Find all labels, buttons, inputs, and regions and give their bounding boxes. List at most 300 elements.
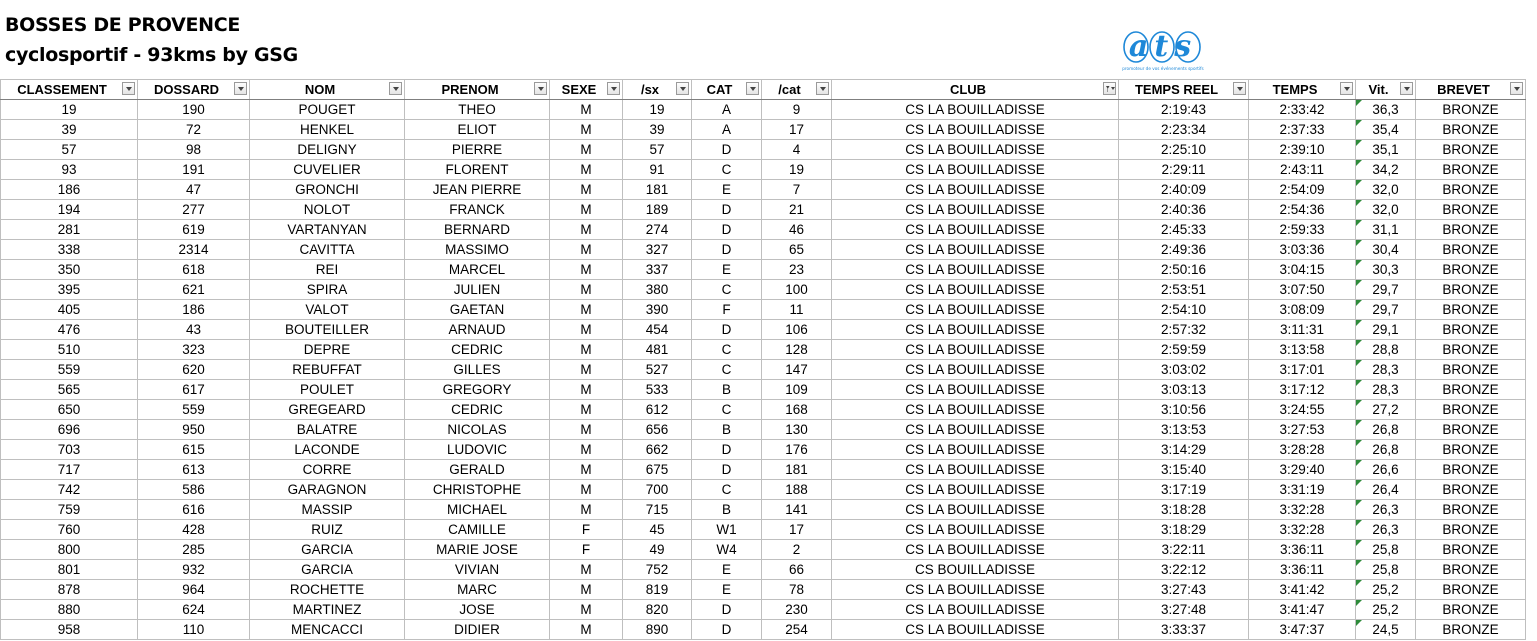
cell-cat[interactable]: D <box>692 620 762 640</box>
cell-sx[interactable]: 91 <box>623 160 692 180</box>
cell-sexe[interactable]: M <box>550 440 623 460</box>
cell-classement[interactable]: 703 <box>1 440 138 460</box>
cell-vit[interactable]: 27,2 <box>1356 400 1416 420</box>
cell-dossard[interactable]: 620 <box>138 360 250 380</box>
cell-temps[interactable]: 3:36:11 <box>1249 560 1356 580</box>
cell-temps[interactable]: 3:13:58 <box>1249 340 1356 360</box>
cell-temps_reel[interactable]: 3:22:11 <box>1119 540 1249 560</box>
cell-cat[interactable]: E <box>692 560 762 580</box>
cell-classement[interactable]: 759 <box>1 500 138 520</box>
cell-temps[interactable]: 3:47:37 <box>1249 620 1356 640</box>
cell-brevet[interactable]: BRONZE <box>1416 260 1526 280</box>
cell-club[interactable]: CS LA BOUILLADISSE <box>832 100 1119 120</box>
cell-dossard[interactable]: 617 <box>138 380 250 400</box>
cell-pcat[interactable]: 9 <box>762 100 832 120</box>
cell-club[interactable]: CS LA BOUILLADISSE <box>832 160 1119 180</box>
cell-prenom[interactable]: ARNAUD <box>405 320 550 340</box>
cell-classement[interactable]: 281 <box>1 220 138 240</box>
cell-club[interactable]: CS LA BOUILLADISSE <box>832 620 1119 640</box>
cell-club[interactable]: CS LA BOUILLADISSE <box>832 520 1119 540</box>
cell-prenom[interactable]: GERALD <box>405 460 550 480</box>
cell-dossard[interactable]: 43 <box>138 320 250 340</box>
cell-pcat[interactable]: 147 <box>762 360 832 380</box>
cell-temps[interactable]: 3:31:19 <box>1249 480 1356 500</box>
cell-classement[interactable]: 194 <box>1 200 138 220</box>
cell-pcat[interactable]: 130 <box>762 420 832 440</box>
cell-sexe[interactable]: M <box>550 140 623 160</box>
cell-sexe[interactable]: F <box>550 520 623 540</box>
cell-club[interactable]: CS LA BOUILLADISSE <box>832 140 1119 160</box>
cell-vit[interactable]: 35,1 <box>1356 140 1416 160</box>
cell-classement[interactable]: 801 <box>1 560 138 580</box>
cell-nom[interactable]: REBUFFAT <box>250 360 405 380</box>
cell-cat[interactable]: C <box>692 360 762 380</box>
cell-nom[interactable]: VARTANYAN <box>250 220 405 240</box>
cell-temps_reel[interactable]: 3:10:56 <box>1119 400 1249 420</box>
cell-brevet[interactable]: BRONZE <box>1416 180 1526 200</box>
cell-temps_reel[interactable]: 2:57:32 <box>1119 320 1249 340</box>
cell-dossard[interactable]: 2314 <box>138 240 250 260</box>
cell-pcat[interactable]: 106 <box>762 320 832 340</box>
cell-prenom[interactable]: BERNARD <box>405 220 550 240</box>
cell-sexe[interactable]: M <box>550 560 623 580</box>
cell-cat[interactable]: D <box>692 220 762 240</box>
cell-sexe[interactable]: M <box>550 320 623 340</box>
cell-classement[interactable]: 93 <box>1 160 138 180</box>
cell-vit[interactable]: 32,0 <box>1356 200 1416 220</box>
cell-prenom[interactable]: CEDRIC <box>405 400 550 420</box>
cell-temps_reel[interactable]: 2:25:10 <box>1119 140 1249 160</box>
cell-vit[interactable]: 28,3 <box>1356 380 1416 400</box>
cell-sx[interactable]: 274 <box>623 220 692 240</box>
cell-brevet[interactable]: BRONZE <box>1416 300 1526 320</box>
filter-dropdown-icon[interactable] <box>676 82 689 95</box>
cell-temps[interactable]: 3:17:12 <box>1249 380 1356 400</box>
cell-vit[interactable]: 26,8 <box>1356 440 1416 460</box>
cell-pcat[interactable]: 2 <box>762 540 832 560</box>
cell-sexe[interactable]: M <box>550 220 623 240</box>
cell-club[interactable]: CS LA BOUILLADISSE <box>832 420 1119 440</box>
cell-club[interactable]: CS LA BOUILLADISSE <box>832 220 1119 240</box>
cell-dossard[interactable]: 619 <box>138 220 250 240</box>
cell-brevet[interactable]: BRONZE <box>1416 580 1526 600</box>
cell-classement[interactable]: 565 <box>1 380 138 400</box>
cell-brevet[interactable]: BRONZE <box>1416 600 1526 620</box>
cell-classement[interactable]: 476 <box>1 320 138 340</box>
cell-prenom[interactable]: MARCEL <box>405 260 550 280</box>
cell-temps[interactable]: 3:08:09 <box>1249 300 1356 320</box>
cell-pcat[interactable]: 19 <box>762 160 832 180</box>
cell-dossard[interactable]: 618 <box>138 260 250 280</box>
cell-sx[interactable]: 39 <box>623 120 692 140</box>
cell-prenom[interactable]: PIERRE <box>405 140 550 160</box>
cell-classement[interactable]: 760 <box>1 520 138 540</box>
cell-brevet[interactable]: BRONZE <box>1416 280 1526 300</box>
cell-sx[interactable]: 656 <box>623 420 692 440</box>
cell-temps[interactable]: 3:29:40 <box>1249 460 1356 480</box>
cell-brevet[interactable]: BRONZE <box>1416 220 1526 240</box>
cell-sx[interactable]: 327 <box>623 240 692 260</box>
cell-club[interactable]: CS LA BOUILLADISSE <box>832 500 1119 520</box>
cell-dossard[interactable]: 190 <box>138 100 250 120</box>
cell-vit[interactable]: 29,1 <box>1356 320 1416 340</box>
cell-cat[interactable]: D <box>692 600 762 620</box>
cell-dossard[interactable]: 615 <box>138 440 250 460</box>
cell-dossard[interactable]: 47 <box>138 180 250 200</box>
cell-club[interactable]: CS LA BOUILLADISSE <box>832 600 1119 620</box>
cell-club[interactable]: CS LA BOUILLADISSE <box>832 200 1119 220</box>
filter-dropdown-icon[interactable] <box>389 82 402 95</box>
cell-pcat[interactable]: 21 <box>762 200 832 220</box>
cell-brevet[interactable]: BRONZE <box>1416 480 1526 500</box>
cell-sx[interactable]: 19 <box>623 100 692 120</box>
cell-club[interactable]: CS LA BOUILLADISSE <box>832 460 1119 480</box>
cell-prenom[interactable]: MICHAEL <box>405 500 550 520</box>
cell-temps[interactable]: 3:27:53 <box>1249 420 1356 440</box>
cell-brevet[interactable]: BRONZE <box>1416 340 1526 360</box>
cell-sx[interactable]: 57 <box>623 140 692 160</box>
cell-temps[interactable]: 3:04:15 <box>1249 260 1356 280</box>
filter-dropdown-icon[interactable] <box>234 82 247 95</box>
cell-cat[interactable]: C <box>692 340 762 360</box>
cell-dossard[interactable]: 616 <box>138 500 250 520</box>
cell-temps_reel[interactable]: 3:17:19 <box>1119 480 1249 500</box>
cell-temps_reel[interactable]: 2:40:36 <box>1119 200 1249 220</box>
cell-pcat[interactable]: 109 <box>762 380 832 400</box>
cell-nom[interactable]: GARCIA <box>250 540 405 560</box>
cell-prenom[interactable]: THEO <box>405 100 550 120</box>
cell-temps_reel[interactable]: 2:29:11 <box>1119 160 1249 180</box>
cell-vit[interactable]: 25,2 <box>1356 580 1416 600</box>
cell-nom[interactable]: REI <box>250 260 405 280</box>
cell-pcat[interactable]: 254 <box>762 620 832 640</box>
cell-vit[interactable]: 32,0 <box>1356 180 1416 200</box>
cell-sexe[interactable]: M <box>550 200 623 220</box>
cell-prenom[interactable]: GILLES <box>405 360 550 380</box>
cell-cat[interactable]: E <box>692 180 762 200</box>
cell-temps_reel[interactable]: 3:27:48 <box>1119 600 1249 620</box>
cell-sx[interactable]: 612 <box>623 400 692 420</box>
cell-classement[interactable]: 186 <box>1 180 138 200</box>
cell-pcat[interactable]: 188 <box>762 480 832 500</box>
cell-sexe[interactable]: M <box>550 400 623 420</box>
cell-temps[interactable]: 2:54:36 <box>1249 200 1356 220</box>
cell-prenom[interactable]: NICOLAS <box>405 420 550 440</box>
cell-nom[interactable]: CUVELIER <box>250 160 405 180</box>
cell-club[interactable]: CS LA BOUILLADISSE <box>832 480 1119 500</box>
cell-cat[interactable]: D <box>692 200 762 220</box>
cell-cat[interactable]: D <box>692 440 762 460</box>
cell-cat[interactable]: B <box>692 420 762 440</box>
cell-temps[interactable]: 3:24:55 <box>1249 400 1356 420</box>
filter-dropdown-icon[interactable] <box>1510 82 1523 95</box>
cell-vit[interactable]: 35,4 <box>1356 120 1416 140</box>
cell-sexe[interactable]: M <box>550 120 623 140</box>
cell-cat[interactable]: F <box>692 300 762 320</box>
cell-cat[interactable]: W4 <box>692 540 762 560</box>
cell-dossard[interactable]: 950 <box>138 420 250 440</box>
cell-temps_reel[interactable]: 2:40:09 <box>1119 180 1249 200</box>
cell-dossard[interactable]: 428 <box>138 520 250 540</box>
cell-temps_reel[interactable]: 3:03:02 <box>1119 360 1249 380</box>
cell-club[interactable]: CS LA BOUILLADISSE <box>832 320 1119 340</box>
cell-temps[interactable]: 3:03:36 <box>1249 240 1356 260</box>
cell-nom[interactable]: VALOT <box>250 300 405 320</box>
cell-pcat[interactable]: 78 <box>762 580 832 600</box>
cell-vit[interactable]: 36,3 <box>1356 100 1416 120</box>
cell-sexe[interactable]: M <box>550 420 623 440</box>
cell-temps_reel[interactable]: 2:53:51 <box>1119 280 1249 300</box>
cell-prenom[interactable]: MARC <box>405 580 550 600</box>
cell-cat[interactable]: A <box>692 100 762 120</box>
cell-cat[interactable]: C <box>692 160 762 180</box>
cell-dossard[interactable]: 186 <box>138 300 250 320</box>
cell-prenom[interactable]: GAETAN <box>405 300 550 320</box>
cell-club[interactable]: CS LA BOUILLADISSE <box>832 580 1119 600</box>
cell-sexe[interactable]: M <box>550 280 623 300</box>
cell-temps[interactable]: 3:32:28 <box>1249 520 1356 540</box>
cell-pcat[interactable]: 181 <box>762 460 832 480</box>
cell-nom[interactable]: CAVITTA <box>250 240 405 260</box>
cell-nom[interactable]: DEPRE <box>250 340 405 360</box>
cell-dossard[interactable]: 613 <box>138 460 250 480</box>
cell-club[interactable]: CS LA BOUILLADISSE <box>832 340 1119 360</box>
cell-sx[interactable]: 181 <box>623 180 692 200</box>
cell-brevet[interactable]: BRONZE <box>1416 100 1526 120</box>
cell-club[interactable]: CS LA BOUILLADISSE <box>832 120 1119 140</box>
cell-sexe[interactable]: M <box>550 620 623 640</box>
cell-vit[interactable]: 26,3 <box>1356 520 1416 540</box>
cell-nom[interactable]: NOLOT <box>250 200 405 220</box>
cell-temps_reel[interactable]: 3:13:53 <box>1119 420 1249 440</box>
cell-classement[interactable]: 958 <box>1 620 138 640</box>
cell-classement[interactable]: 742 <box>1 480 138 500</box>
cell-sexe[interactable]: M <box>550 500 623 520</box>
cell-brevet[interactable]: BRONZE <box>1416 360 1526 380</box>
cell-prenom[interactable]: VIVIAN <box>405 560 550 580</box>
cell-sx[interactable]: 752 <box>623 560 692 580</box>
cell-pcat[interactable]: 4 <box>762 140 832 160</box>
cell-temps_reel[interactable]: 3:33:37 <box>1119 620 1249 640</box>
cell-nom[interactable]: MARTINEZ <box>250 600 405 620</box>
cell-vit[interactable]: 29,7 <box>1356 280 1416 300</box>
cell-brevet[interactable]: BRONZE <box>1416 520 1526 540</box>
cell-sx[interactable]: 481 <box>623 340 692 360</box>
cell-prenom[interactable]: FRANCK <box>405 200 550 220</box>
cell-classement[interactable]: 405 <box>1 300 138 320</box>
cell-classement[interactable]: 350 <box>1 260 138 280</box>
cell-sexe[interactable]: M <box>550 160 623 180</box>
cell-sexe[interactable]: M <box>550 580 623 600</box>
cell-vit[interactable]: 30,3 <box>1356 260 1416 280</box>
cell-prenom[interactable]: JULIEN <box>405 280 550 300</box>
cell-dossard[interactable]: 586 <box>138 480 250 500</box>
cell-vit[interactable]: 25,2 <box>1356 600 1416 620</box>
cell-temps_reel[interactable]: 3:18:28 <box>1119 500 1249 520</box>
cell-temps_reel[interactable]: 3:27:43 <box>1119 580 1249 600</box>
cell-nom[interactable]: MENCACCI <box>250 620 405 640</box>
cell-nom[interactable]: POULET <box>250 380 405 400</box>
cell-brevet[interactable]: BRONZE <box>1416 320 1526 340</box>
cell-vit[interactable]: 26,6 <box>1356 460 1416 480</box>
cell-dossard[interactable]: 191 <box>138 160 250 180</box>
cell-temps_reel[interactable]: 3:22:12 <box>1119 560 1249 580</box>
cell-temps_reel[interactable]: 3:18:29 <box>1119 520 1249 540</box>
cell-classement[interactable]: 395 <box>1 280 138 300</box>
cell-brevet[interactable]: BRONZE <box>1416 420 1526 440</box>
cell-pcat[interactable]: 66 <box>762 560 832 580</box>
cell-sx[interactable]: 49 <box>623 540 692 560</box>
cell-nom[interactable]: GRONCHI <box>250 180 405 200</box>
cell-pcat[interactable]: 17 <box>762 520 832 540</box>
cell-temps_reel[interactable]: 2:49:36 <box>1119 240 1249 260</box>
cell-pcat[interactable]: 100 <box>762 280 832 300</box>
cell-temps[interactable]: 2:37:33 <box>1249 120 1356 140</box>
filter-dropdown-icon[interactable] <box>1340 82 1353 95</box>
cell-club[interactable]: CS LA BOUILLADISSE <box>832 240 1119 260</box>
cell-nom[interactable]: GREGEARD <box>250 400 405 420</box>
cell-classement[interactable]: 39 <box>1 120 138 140</box>
cell-prenom[interactable]: LUDOVIC <box>405 440 550 460</box>
cell-nom[interactable]: SPIRA <box>250 280 405 300</box>
cell-sx[interactable]: 890 <box>623 620 692 640</box>
cell-sx[interactable]: 45 <box>623 520 692 540</box>
filter-dropdown-icon[interactable] <box>746 82 759 95</box>
cell-temps[interactable]: 3:36:11 <box>1249 540 1356 560</box>
cell-temps[interactable]: 2:39:10 <box>1249 140 1356 160</box>
cell-vit[interactable]: 26,8 <box>1356 420 1416 440</box>
cell-pcat[interactable]: 141 <box>762 500 832 520</box>
cell-brevet[interactable]: BRONZE <box>1416 400 1526 420</box>
cell-temps[interactable]: 3:28:28 <box>1249 440 1356 460</box>
cell-sexe[interactable]: M <box>550 260 623 280</box>
cell-nom[interactable]: BOUTEILLER <box>250 320 405 340</box>
cell-temps_reel[interactable]: 3:03:13 <box>1119 380 1249 400</box>
cell-dossard[interactable]: 559 <box>138 400 250 420</box>
filter-dropdown-icon[interactable] <box>1233 82 1246 95</box>
cell-prenom[interactable]: CHRISTOPHE <box>405 480 550 500</box>
cell-sx[interactable]: 380 <box>623 280 692 300</box>
cell-prenom[interactable]: MARIE JOSE <box>405 540 550 560</box>
cell-temps[interactable]: 3:11:31 <box>1249 320 1356 340</box>
cell-sexe[interactable]: F <box>550 540 623 560</box>
cell-nom[interactable]: MASSIP <box>250 500 405 520</box>
cell-temps[interactable]: 3:41:47 <box>1249 600 1356 620</box>
cell-nom[interactable]: DELIGNY <box>250 140 405 160</box>
cell-sexe[interactable]: M <box>550 480 623 500</box>
filter-dropdown-icon[interactable] <box>534 82 547 95</box>
cell-temps[interactable]: 3:07:50 <box>1249 280 1356 300</box>
cell-cat[interactable]: D <box>692 140 762 160</box>
cell-sx[interactable]: 819 <box>623 580 692 600</box>
cell-nom[interactable]: POUGET <box>250 100 405 120</box>
cell-pcat[interactable]: 176 <box>762 440 832 460</box>
cell-brevet[interactable]: BRONZE <box>1416 500 1526 520</box>
cell-sx[interactable]: 700 <box>623 480 692 500</box>
cell-sx[interactable]: 675 <box>623 460 692 480</box>
cell-sx[interactable]: 715 <box>623 500 692 520</box>
cell-club[interactable]: CS LA BOUILLADISSE <box>832 280 1119 300</box>
cell-brevet[interactable]: BRONZE <box>1416 140 1526 160</box>
cell-vit[interactable]: 29,7 <box>1356 300 1416 320</box>
cell-dossard[interactable]: 285 <box>138 540 250 560</box>
cell-sexe[interactable]: M <box>550 300 623 320</box>
cell-cat[interactable]: E <box>692 580 762 600</box>
cell-pcat[interactable]: 65 <box>762 240 832 260</box>
cell-dossard[interactable]: 98 <box>138 140 250 160</box>
cell-nom[interactable]: HENKEL <box>250 120 405 140</box>
cell-sx[interactable]: 189 <box>623 200 692 220</box>
cell-dossard[interactable]: 323 <box>138 340 250 360</box>
cell-pcat[interactable]: 230 <box>762 600 832 620</box>
cell-dossard[interactable]: 110 <box>138 620 250 640</box>
cell-vit[interactable]: 34,2 <box>1356 160 1416 180</box>
cell-sexe[interactable]: M <box>550 600 623 620</box>
cell-prenom[interactable]: GREGORY <box>405 380 550 400</box>
cell-temps_reel[interactable]: 2:19:43 <box>1119 100 1249 120</box>
cell-club[interactable]: CS LA BOUILLADISSE <box>832 300 1119 320</box>
cell-vit[interactable]: 28,8 <box>1356 340 1416 360</box>
filter-dropdown-icon[interactable] <box>122 82 135 95</box>
cell-classement[interactable]: 878 <box>1 580 138 600</box>
cell-vit[interactable]: 26,4 <box>1356 480 1416 500</box>
cell-prenom[interactable]: JEAN PIERRE <box>405 180 550 200</box>
cell-classement[interactable]: 717 <box>1 460 138 480</box>
cell-temps[interactable]: 3:32:28 <box>1249 500 1356 520</box>
cell-brevet[interactable]: BRONZE <box>1416 160 1526 180</box>
cell-pcat[interactable]: 17 <box>762 120 832 140</box>
cell-prenom[interactable]: ELIOT <box>405 120 550 140</box>
cell-brevet[interactable]: BRONZE <box>1416 200 1526 220</box>
cell-temps[interactable]: 2:54:09 <box>1249 180 1356 200</box>
cell-temps_reel[interactable]: 2:45:33 <box>1119 220 1249 240</box>
cell-cat[interactable]: B <box>692 500 762 520</box>
cell-club[interactable]: CS LA BOUILLADISSE <box>832 540 1119 560</box>
cell-classement[interactable]: 650 <box>1 400 138 420</box>
cell-pcat[interactable]: 168 <box>762 400 832 420</box>
cell-temps_reel[interactable]: 2:23:34 <box>1119 120 1249 140</box>
cell-cat[interactable]: W1 <box>692 520 762 540</box>
cell-club[interactable]: CS BOUILLADISSE <box>832 560 1119 580</box>
cell-vit[interactable]: 28,3 <box>1356 360 1416 380</box>
cell-sexe[interactable]: M <box>550 180 623 200</box>
cell-brevet[interactable]: BRONZE <box>1416 120 1526 140</box>
cell-prenom[interactable]: JOSE <box>405 600 550 620</box>
cell-prenom[interactable]: DIDIER <box>405 620 550 640</box>
cell-temps[interactable]: 3:41:42 <box>1249 580 1356 600</box>
cell-brevet[interactable]: BRONZE <box>1416 440 1526 460</box>
cell-cat[interactable]: A <box>692 120 762 140</box>
cell-sx[interactable]: 390 <box>623 300 692 320</box>
cell-cat[interactable]: B <box>692 380 762 400</box>
cell-sexe[interactable]: M <box>550 360 623 380</box>
cell-brevet[interactable]: BRONZE <box>1416 380 1526 400</box>
cell-nom[interactable]: BALATRE <box>250 420 405 440</box>
cell-vit[interactable]: 25,8 <box>1356 560 1416 580</box>
cell-club[interactable]: CS LA BOUILLADISSE <box>832 400 1119 420</box>
cell-cat[interactable]: C <box>692 480 762 500</box>
cell-classement[interactable]: 800 <box>1 540 138 560</box>
cell-brevet[interactable]: BRONZE <box>1416 240 1526 260</box>
cell-club[interactable]: CS LA BOUILLADISSE <box>832 180 1119 200</box>
cell-classement[interactable]: 510 <box>1 340 138 360</box>
cell-temps[interactable]: 2:59:33 <box>1249 220 1356 240</box>
cell-temps_reel[interactable]: 3:15:40 <box>1119 460 1249 480</box>
cell-sexe[interactable]: M <box>550 380 623 400</box>
cell-prenom[interactable]: MASSIMO <box>405 240 550 260</box>
cell-pcat[interactable]: 46 <box>762 220 832 240</box>
cell-classement[interactable]: 338 <box>1 240 138 260</box>
